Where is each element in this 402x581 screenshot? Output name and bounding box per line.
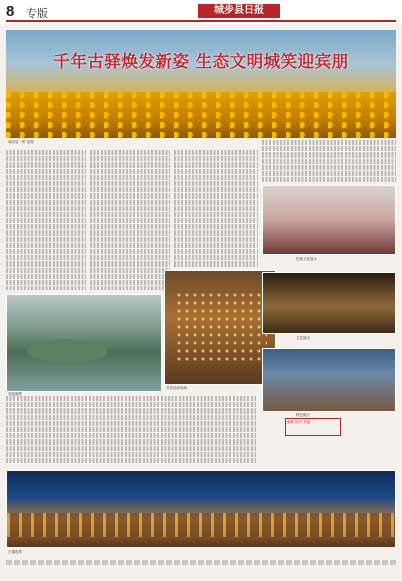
stage-caption: 文艺演出 (296, 336, 310, 340)
editor-credit-box: 编辑 校对 美编 (285, 418, 341, 436)
town-caption: 古镇夜景 (8, 550, 22, 554)
article-column-lower (6, 396, 256, 466)
header-divider (6, 20, 396, 22)
page-number: 8 (6, 3, 15, 20)
street-photo (262, 348, 396, 412)
lake-photo (6, 294, 162, 392)
section-label: 专版 (26, 8, 48, 20)
newspaper-masthead: 城步县日报 (198, 4, 280, 18)
flower-field-photo (6, 92, 396, 138)
group-photo (262, 185, 396, 255)
article-column-3 (174, 150, 258, 268)
page-header (0, 0, 402, 24)
footer-ad-strip (6, 560, 396, 565)
stage-photo (262, 272, 396, 334)
article-column-4 (262, 140, 396, 182)
flowers-caption: 城步县一景 花海 (8, 140, 34, 144)
headline-banner (6, 30, 396, 92)
town-night-photo (6, 470, 396, 548)
lake-caption: 美丽湖景 (8, 392, 22, 396)
article-column-1 (6, 150, 86, 290)
festival-caption: 节庆活动现场 (166, 386, 187, 390)
page-headline: 千年古驿焕发新姿 生态文明城笑迎宾朋 (53, 52, 349, 71)
article-column-2 (90, 150, 170, 290)
street-caption: 特色街区 (296, 413, 310, 417)
festival-photo (164, 270, 276, 385)
group-caption: 民族文化展示 (296, 257, 317, 261)
